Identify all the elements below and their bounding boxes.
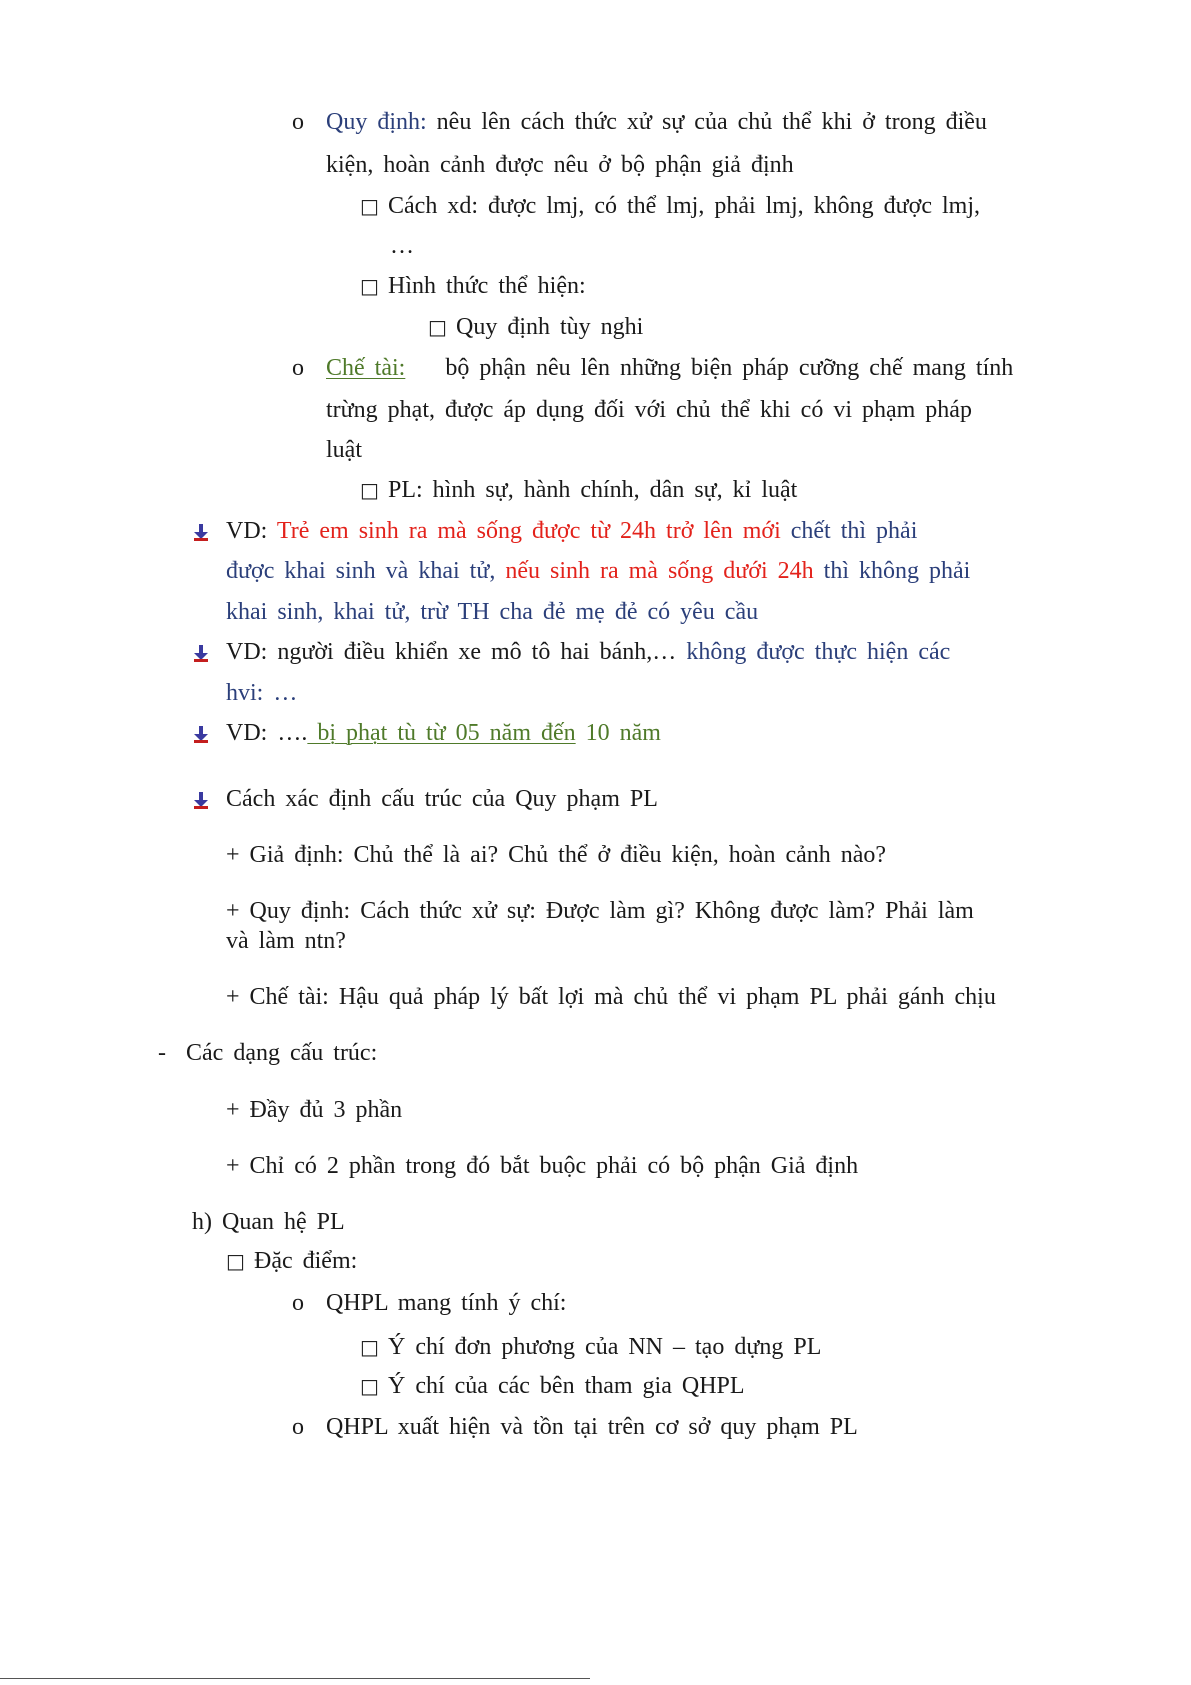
vd1-blue-text-2: được khai sinh và khai tử, bbox=[226, 558, 496, 584]
che-tai-line-2: trừng phạt, được áp dụng đối với chủ thể khi có vi phạm pháp bbox=[326, 397, 972, 423]
vd1-line-1 bbox=[226, 519, 917, 543]
y-chi-item-1 bbox=[360, 1335, 821, 1359]
cach-xd-ellipsis: … bbox=[390, 233, 414, 259]
o-bullet: o bbox=[292, 355, 304, 381]
vd3-underlined-text: bị phạt tù từ 05 năm đến bbox=[307, 720, 576, 746]
vd2-line-1 bbox=[226, 640, 950, 664]
quy-dinh-line-1 bbox=[292, 110, 987, 134]
vd3-line bbox=[226, 721, 661, 745]
box-marker: □ bbox=[428, 315, 447, 339]
tuy-nghi-text: Quy định tùy nghi bbox=[456, 314, 644, 340]
box-marker: □ bbox=[360, 1335, 379, 1359]
box-marker: □ bbox=[360, 194, 379, 218]
cach-xac-dinh-title: Cách xác định cấu trúc của Quy phạm PL bbox=[226, 786, 658, 812]
quy-dinh-structure-line-2: và làm ntn? bbox=[226, 928, 346, 954]
quy-dinh-structure-line-1: + Quy định: Cách thức xử sự: Được làm gì? Không được làm? Phải làm bbox=[226, 898, 974, 924]
che-tai-line-3: luật bbox=[326, 437, 362, 463]
box-marker: □ bbox=[226, 1249, 245, 1273]
arrow-down-icon bbox=[194, 645, 208, 662]
che-tai-term: Chế tài: bbox=[326, 355, 406, 381]
quy-dinh-definition: nêu lên cách thức xử sự của chủ thể khi ở trong điều bbox=[436, 109, 987, 135]
cac-dang-title bbox=[158, 1041, 377, 1065]
gia-dinh-line: + Giả định: Chủ thể là ai? Chủ thể ở điều kiện, hoàn cảnh nào? bbox=[226, 842, 887, 868]
dac-diem-item bbox=[226, 1249, 357, 1273]
day-du-line: + Đầy đủ 3 phần bbox=[226, 1097, 403, 1123]
hinh-thuc-text: Hình thức thể hiện: bbox=[388, 273, 586, 299]
pl-item bbox=[360, 478, 797, 502]
vd1-line-2 bbox=[226, 559, 970, 583]
arrow-down-icon bbox=[194, 792, 208, 809]
arrow-down-icon bbox=[194, 524, 208, 541]
vd2-blue-text-1: không được thực hiện các bbox=[686, 639, 951, 665]
box-marker: □ bbox=[360, 1374, 379, 1398]
quy-dinh-line-2: kiện, hoàn cảnh được nêu ở bộ phận giả định bbox=[326, 152, 794, 178]
y-chi-title-item bbox=[292, 1291, 566, 1315]
y-chi-item-2 bbox=[360, 1374, 745, 1398]
quan-he-heading: h) Quan hệ PL bbox=[192, 1209, 345, 1235]
footer-rule bbox=[0, 1678, 590, 1679]
cac-dang-text: Các dạng cấu trúc: bbox=[186, 1040, 378, 1066]
vd1-blue-text-1: chết thì phải bbox=[790, 518, 918, 544]
tuy-nghi-item bbox=[428, 315, 643, 339]
vd2-prefix: VD: người điều khiển xe mô tô hai bánh,… bbox=[226, 639, 677, 665]
quy-dinh-term: Quy định: bbox=[326, 109, 427, 135]
cach-xd-text: Cách xd: được lmj, có thể lmj, phải lmj, không được lmj, bbox=[388, 193, 980, 219]
o-bullet: o bbox=[292, 109, 304, 135]
che-tai-structure-line: + Chế tài: Hậu quả pháp lý bất lợi mà chủ thể vi phạm PL phải gánh chịu bbox=[226, 984, 996, 1010]
vd1-red-text-2: nếu sinh ra mà sống dưới 24h bbox=[505, 558, 814, 584]
vd1-prefix: VD: bbox=[226, 518, 268, 544]
dash-marker: - bbox=[158, 1040, 166, 1066]
box-marker: □ bbox=[360, 274, 379, 298]
vd3-prefix: VD: …. bbox=[226, 720, 308, 746]
chi-co-line: + Chỉ có 2 phần trong đó bắt buộc phải có bộ phận Giả định bbox=[226, 1153, 859, 1179]
y-chi-text-2: Ý chí của các bên tham gia QHPL bbox=[388, 1373, 745, 1399]
dac-diem-text: Đặc điểm: bbox=[254, 1248, 358, 1274]
hinh-thuc-item bbox=[360, 274, 586, 298]
arrow-down-icon bbox=[194, 726, 208, 743]
vd1-line-3: khai sinh, khai tử, trừ TH cha đẻ mẹ đẻ có yêu cầu bbox=[226, 599, 759, 625]
xuat-hien-text: QHPL xuất hiện và tồn tại trên cơ sở quy phạm PL bbox=[326, 1414, 858, 1440]
vd2-line-2: hvi: … bbox=[226, 680, 298, 706]
o-bullet: o bbox=[292, 1290, 304, 1316]
xuat-hien-item bbox=[292, 1415, 858, 1439]
cach-xd-item bbox=[360, 194, 980, 218]
vd3-green-text: 10 năm bbox=[575, 720, 661, 746]
y-chi-title-text: QHPL mang tính ý chí: bbox=[326, 1290, 567, 1316]
y-chi-text-1: Ý chí đơn phương của NN – tạo dựng PL bbox=[388, 1334, 822, 1360]
box-marker: □ bbox=[360, 478, 379, 502]
vd1-red-text-1: Trẻ em sinh ra mà sống được từ 24h trở lên mới bbox=[276, 518, 781, 544]
che-tai-definition: bộ phận nêu lên những biện pháp cưỡng chế mang tính bbox=[445, 355, 1014, 381]
o-bullet: o bbox=[292, 1414, 304, 1440]
che-tai-line-1 bbox=[292, 356, 1013, 380]
vd1-blue-text-3: thì không phải bbox=[823, 558, 971, 584]
pl-text: PL: hình sự, hành chính, dân sự, kỉ luật bbox=[388, 477, 798, 503]
